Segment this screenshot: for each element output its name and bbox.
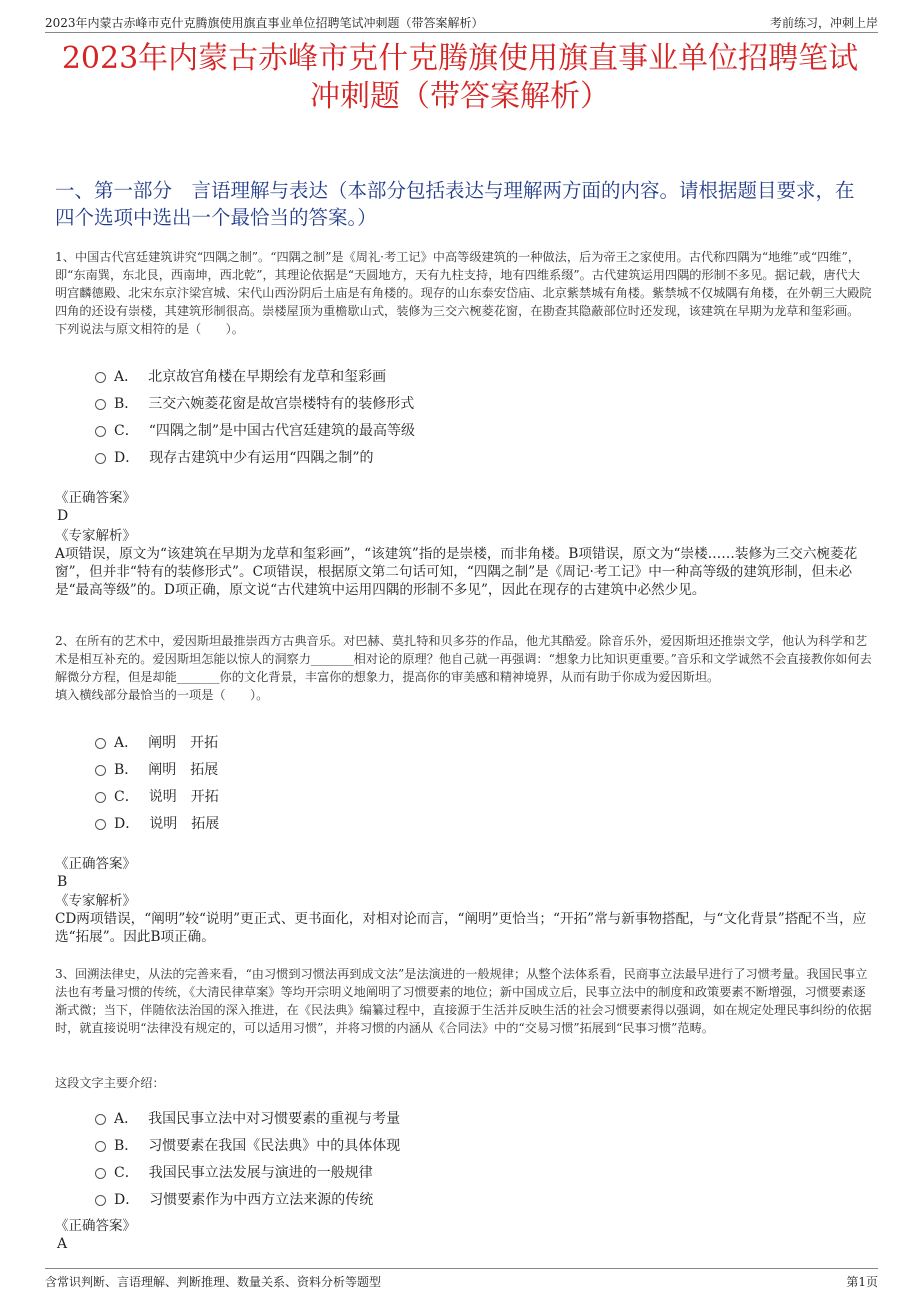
radio-icon[interactable] — [95, 453, 106, 464]
header-slogan: 考前练习，冲刺上岸 — [769, 16, 878, 30]
radio-icon[interactable] — [95, 738, 106, 749]
analysis-label: 《专家解析》 — [55, 893, 136, 909]
option-text: 三交六婉菱花窗是故宫崇楼特有的装修形式 — [148, 395, 415, 412]
option-text: 现存古建筑中少有运用“四隅之制”的 — [149, 449, 374, 466]
option-d[interactable]: D． 现存古建筑中少有运用“四隅之制”的 — [95, 443, 872, 470]
question-1 — [55, 248, 872, 338]
answer-label: 《正确答案》 — [55, 1218, 136, 1234]
radio-icon[interactable] — [95, 819, 106, 830]
question-stem: 1、中国古代宫廷建筑讲究“四隅之制”。“四隅之制”是《周礼·考工记》中高等级建筑的一种做法，后为帝王之家使用。古代称四隅为“地维”或“四维”，即“东南巽，东北艮，西南坤，西北乾”，其理论依据是“天圆地方，天有九柱支持，地有四维系缀”。古代建筑运用四隅的形制不多见。据记载，唐代大明宫麟德殿、北宋东京汴梁宫城、宋代山西汾阴后土庙是有角楼的。现存的山东泰安岱庙、北京紫禁城有角楼。紫禁城不仅城隅有角楼，在外朝三大殿院四角的还设有崇楼，其建筑形制很高。崇楼屋顶为重檐歇山式，装修为三交六椀菱花窗，在勘查其隐蔽部位时还发现，该建筑在早期为龙草和玺彩画。 — [55, 250, 872, 318]
answer-section — [55, 489, 872, 525]
page-header — [45, 8, 878, 33]
option-b[interactable]: B． 习惯要素在我国《民法典》中的具体体现 — [95, 1131, 872, 1158]
analysis-text: A项错误，原文为“该建筑在早期为龙草和玺彩画”，“该建筑”指的是崇楼，而非角楼。B项错误，原文为“崇楼……装修为三交六椀菱花窗”，但并非“特有的装修形式”。C项错误，根据原文第二句话可知，“四隅之制”是《周记·考工记》中一种高等级的建筑形制，但未必是“最高等级”的。D项正确，原文说“古代建筑中运用四隅的形制不多见”，因此在现存的古建筑中必然少见。 — [55, 546, 858, 598]
answer-section — [55, 855, 872, 891]
radio-icon[interactable] — [95, 372, 106, 383]
answer-label: 《正确答案》 — [55, 490, 136, 506]
options-list — [55, 728, 872, 836]
question-3 — [55, 965, 872, 1037]
question-3-prompt — [55, 1074, 872, 1092]
radio-icon[interactable] — [95, 765, 106, 776]
section-heading: 一、第一部分 言语理解与表达（本部分包括表达与理解两方面的内容。请根据题目要求，在四个选项中选出一个最恰当的答案。） — [55, 179, 855, 229]
option-text: 说明 开拓 — [148, 788, 219, 805]
analysis-section — [55, 527, 872, 599]
option-c[interactable]: C． 说明 开拓 — [95, 782, 872, 809]
question-prompt: 这段文字主要介绍： — [55, 1076, 165, 1090]
option-b[interactable]: B． 三交六婉菱花窗是故宫崇楼特有的装修形式 — [95, 389, 872, 416]
radio-icon[interactable] — [95, 1114, 106, 1125]
radio-icon[interactable] — [95, 1141, 106, 1152]
footer-note: 含常识判断、言语理解、判断推理、数量关系、资料分析等题型 — [45, 1275, 382, 1289]
answer-section — [55, 1217, 872, 1253]
option-a[interactable]: A． 阐明 开拓 — [95, 728, 872, 755]
answer-label: 《正确答案》 — [55, 856, 136, 872]
answer-value: D — [57, 508, 69, 524]
option-text: 说明 拓展 — [149, 815, 220, 832]
question-2 — [55, 632, 872, 704]
option-text: 北京故宫角楼在早期绘有龙草和玺彩画 — [148, 368, 387, 385]
option-a[interactable]: A． 我国民事立法中对习惯要素的重视与考量 — [95, 1104, 872, 1131]
question-prompt: 下列说法与原文相符的是（ ）。 — [55, 322, 244, 336]
header-doc-title: 2023年内蒙古赤峰市克什克腾旗使用旗直事业单位招聘笔试冲刺题（带答案解析） — [45, 16, 484, 30]
answer-value: B — [57, 874, 68, 890]
option-a[interactable]: A． 北京故宫角楼在早期绘有龙草和玺彩画 — [95, 362, 872, 389]
radio-icon[interactable] — [95, 1195, 106, 1206]
radio-icon[interactable] — [95, 1168, 106, 1179]
answer-value: A — [57, 1236, 68, 1252]
radio-icon[interactable] — [95, 792, 106, 803]
option-text: 阐明 开拓 — [148, 734, 219, 751]
radio-icon[interactable] — [95, 399, 106, 410]
option-text: 我国民事立法发展与演进的一般规律 — [148, 1164, 373, 1181]
page-title: 2023年内蒙古赤峰市克什克腾旗使用旗直事业单位招聘笔试冲刺题（带答案解析） — [61, 41, 859, 114]
option-text: 习惯要素在我国《民法典》中的具体体现 — [148, 1137, 401, 1154]
option-text: 阐明 拓展 — [148, 761, 219, 778]
option-d[interactable]: D． 说明 拓展 — [95, 809, 872, 836]
option-text: “四隅之制”是中国古代宫廷建筑的最高等级 — [148, 422, 416, 439]
question-stem: 3、回溯法律史，从法的完善来看，“由习惯到习惯法再到成文法”是法演进的一般规律；从整个法体系看，民商事立法最早进行了习惯考量。我国民事立法也有考量习惯的传统，《大清民律草案》等均开宗明义地阐明了习惯要素的地位；新中国成立后，民事立法中的制度和政策要素不断增强，习惯要素逐渐式微；当下，伴随依法治国的深入推进，在《民法典》编纂过程中，直接源于生活并反映生活的社会习惯要素得以强调，如在规定处理民事纠纷的依据时，就直接说明“法律没有规定的，可以适用习惯”，并将习惯的内涵从《合同法》中的“交易习惯”拓展到“民事习惯”范畴。 — [55, 967, 872, 1035]
question-stem: 2、在所有的艺术中，爱因斯坦最推崇西方古典音乐。对巴赫、莫扎特和贝多芬的作品，他尤其酷爱。除音乐外，爱因斯坦还推崇文学，他认为科学和艺术是相互补充的。爱因斯坦怎能以惊人的洞察力_______相对论的原理？他自己就一再强调：“想象力比知识更重要。”音乐和文学诚然不会直接教你如何去解微分方程，但是却能_______你的文化背景，丰富你的想象力，提高你的审美感和精神境界，从而有助于你成为爱因斯坦。 — [55, 634, 872, 684]
option-b[interactable]: B． 阐明 拓展 — [95, 755, 872, 782]
analysis-label: 《专家解析》 — [55, 528, 136, 544]
option-d[interactable]: D． 习惯要素作为中西方立法来源的传统 — [95, 1185, 872, 1212]
page-number: 第1页 — [846, 1275, 878, 1289]
option-c[interactable]: C． 我国民事立法发展与演进的一般规律 — [95, 1158, 872, 1185]
options-list — [55, 1104, 872, 1212]
option-text: 习惯要素作为中西方立法来源的传统 — [149, 1191, 374, 1208]
option-text: 我国民事立法中对习惯要素的重视与考量 — [148, 1110, 401, 1127]
options-list — [55, 362, 872, 470]
analysis-text: CD两项错误，“阐明”较“说明”更正式、更书面化，对相对论而言，“阐明”更恰当；“开拓”常与新事物搭配，与“文化背景”搭配不当，应选“拓展”。因此B项正确。 — [55, 911, 867, 945]
page-footer — [45, 1268, 878, 1293]
analysis-section — [55, 892, 872, 946]
radio-icon[interactable] — [95, 426, 106, 437]
question-prompt: 填入横线部分最恰当的一项是（ ）。 — [55, 688, 269, 702]
option-c[interactable]: C． “四隅之制”是中国古代宫廷建筑的最高等级 — [95, 416, 872, 443]
